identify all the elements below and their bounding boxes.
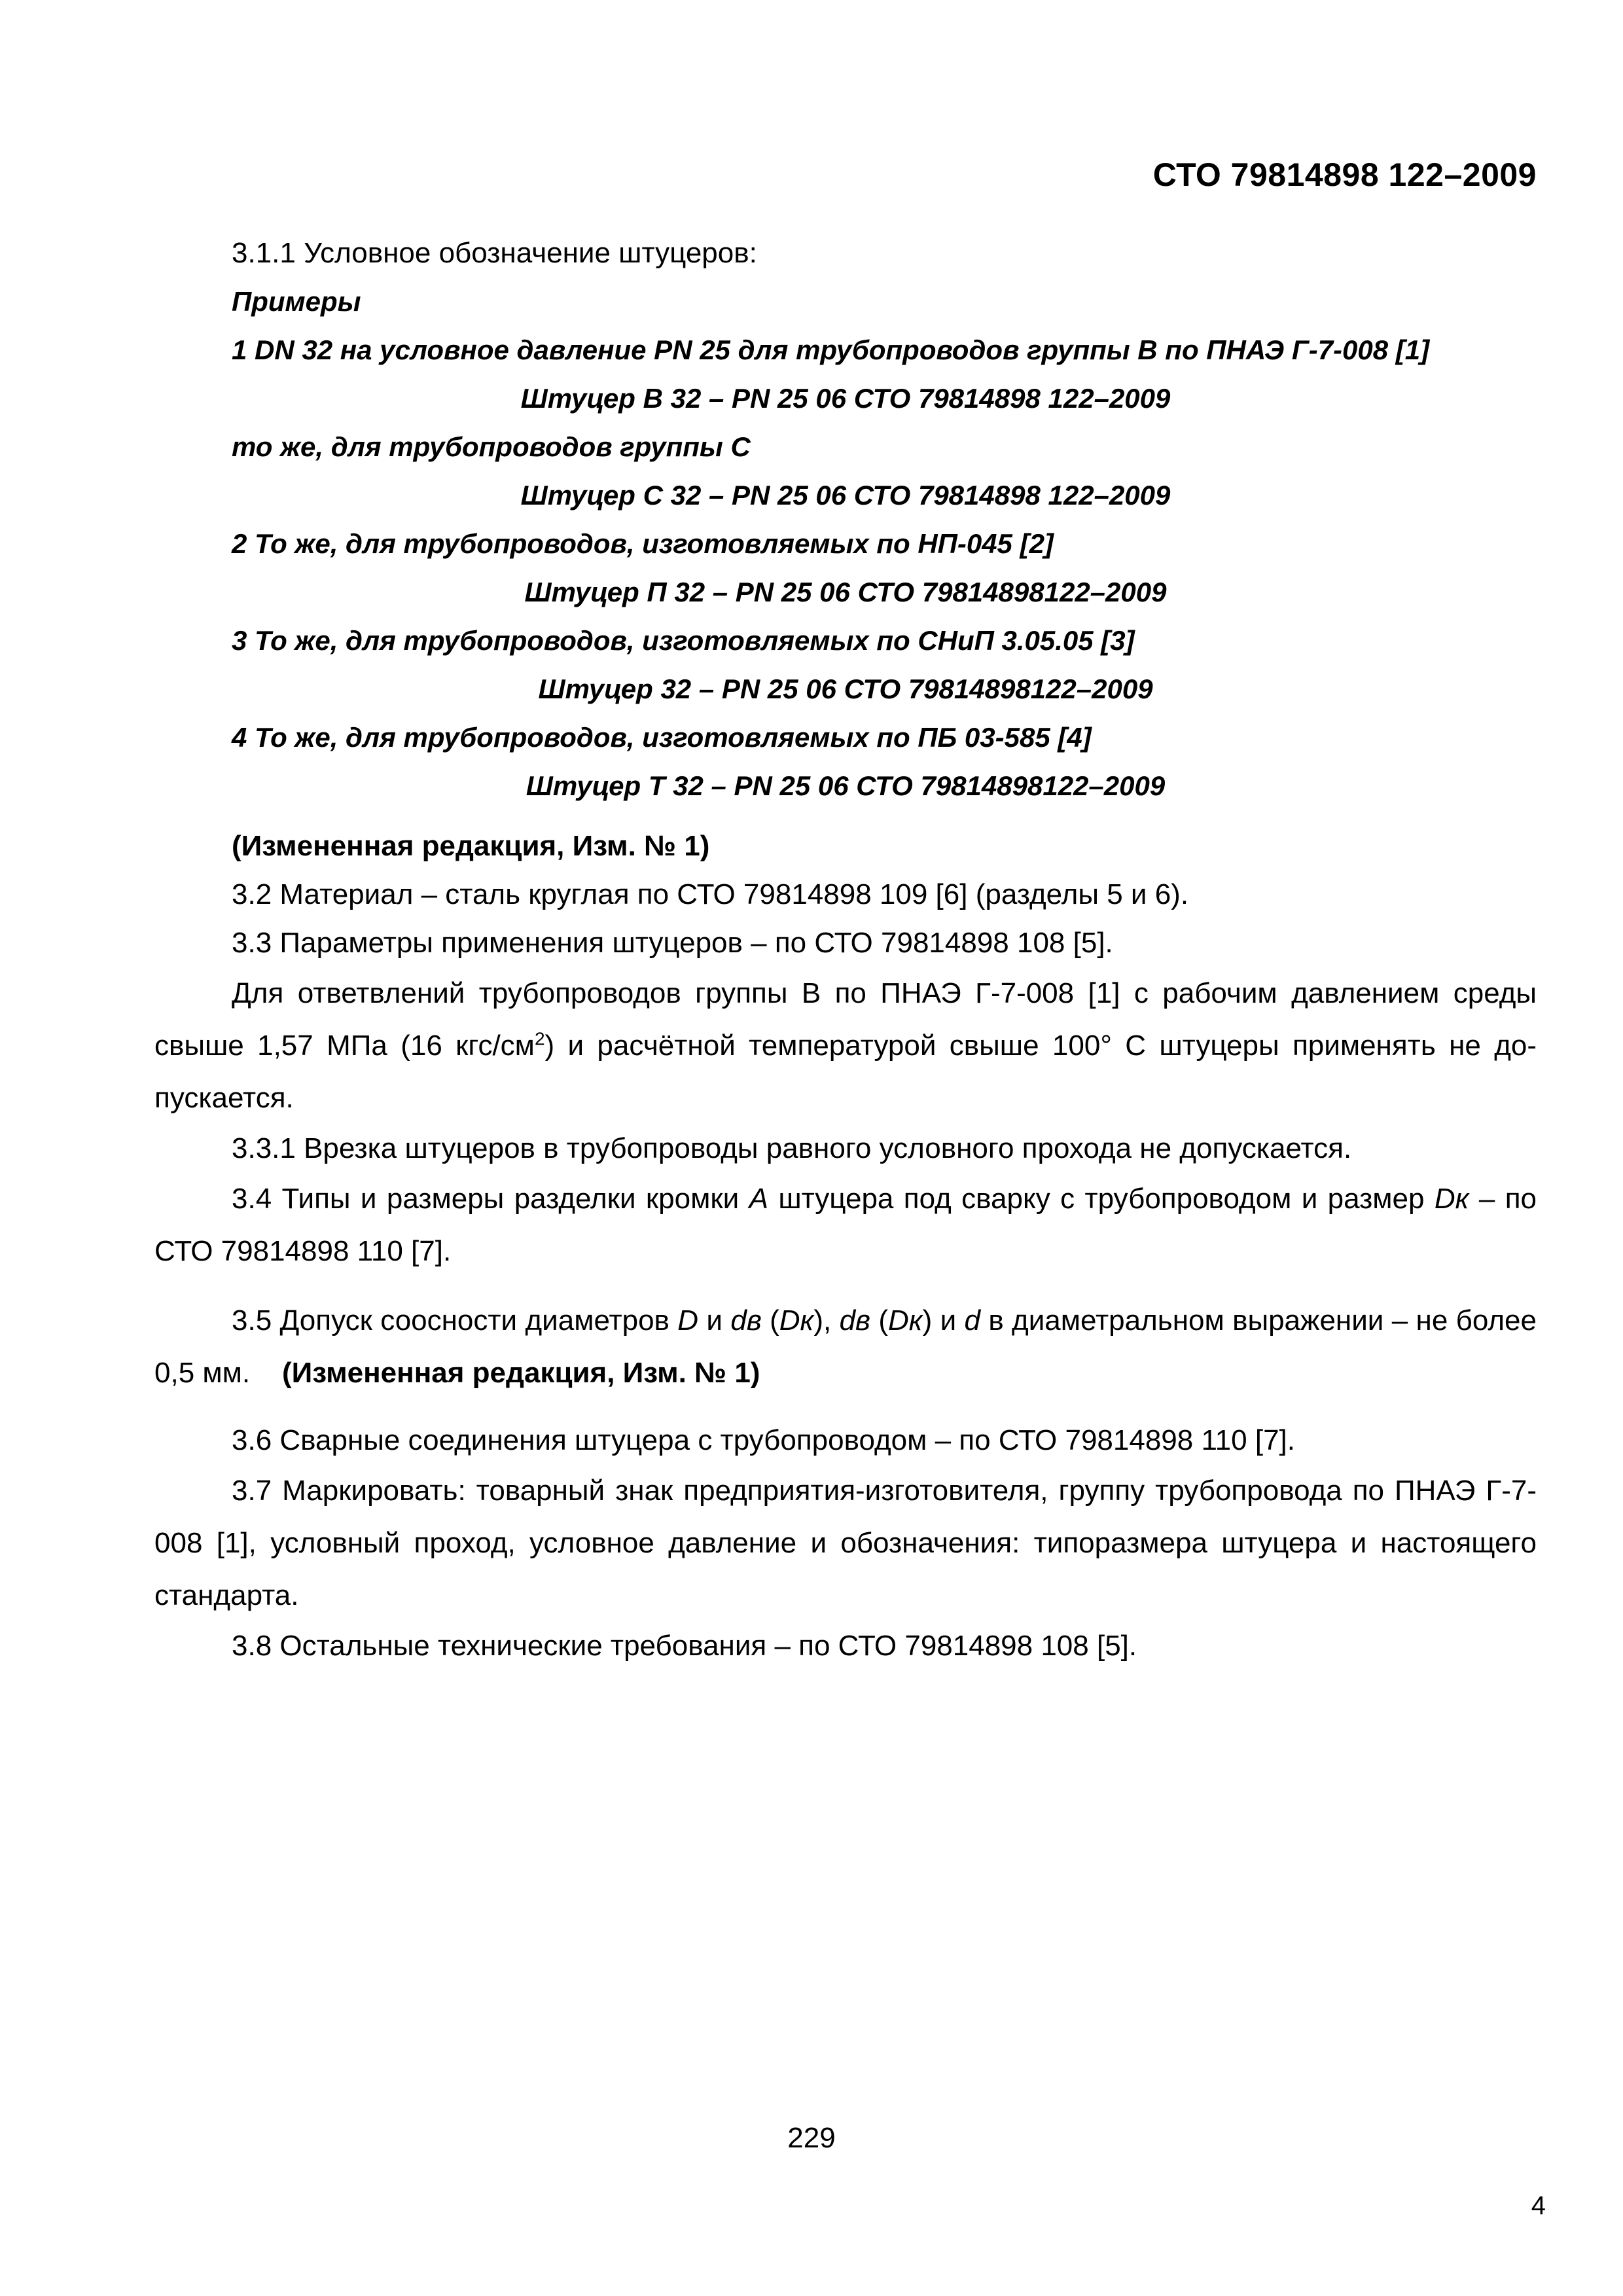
- s34-text-2: штуцера под сварку с трубопроводом и размер: [768, 1183, 1435, 1215]
- sheet-number: 4: [1531, 2191, 1546, 2220]
- section-3-5: [154, 1295, 1537, 1399]
- s35-symbol-dk-1: Dк: [779, 1304, 814, 1336]
- example-2-designation: Штуцер П 32 – PN 25 06 СТО 79814898122–2009: [524, 577, 1167, 607]
- section-3-3: 3.3 Параметры применения штуцеров – по СТО 79814898 108 [5].: [232, 927, 1113, 959]
- s34-text-3: – по СТО 79814898 110 [7].: [154, 1183, 1537, 1267]
- example-4: 4 То же, для трубопроводов, изготовляемых по ПБ 03-585 [4]: [232, 722, 1092, 753]
- page-number: 229: [787, 2122, 836, 2154]
- s35-symbol-dk-2: Dк: [888, 1304, 923, 1336]
- example-3-designation: Штуцер 32 – PN 25 06 СТО 79814898122–2009: [538, 673, 1153, 704]
- example-1b: то же, для трубопроводов группы С: [232, 431, 751, 462]
- section-3-4: [154, 1173, 1537, 1278]
- branch-text-2: ) и расчётной температурой свыше 100° С штуцеры применять не до-пускается.: [154, 1030, 1537, 1114]
- s35-text-7: в диаметральном выражении – не более 0,5 мм.: [154, 1304, 1537, 1389]
- branch-superscript: 2: [534, 1028, 545, 1049]
- s35-text-6: ) и: [922, 1304, 965, 1336]
- document-code-header: СТО 79814898 122–2009: [1152, 156, 1537, 193]
- examples-heading: Примеры: [232, 286, 361, 317]
- s35-text-2: и: [698, 1304, 731, 1336]
- s35-symbol-dv-1: dв: [730, 1304, 762, 1336]
- example-4-designation: Штуцер Т 32 – PN 25 06 СТО 79814898122–2009: [526, 770, 1166, 801]
- s35-text-1: 3.5 Допуск соосности диаметров: [232, 1304, 678, 1336]
- example-1b-designation: Штуцер С 32 – PN 25 06 СТО 79814898 122–2009: [520, 480, 1171, 511]
- section-3-1-1-title: 3.1.1 Условное обозначение штуцеров:: [232, 237, 757, 269]
- s34-symbol-a: А: [749, 1183, 768, 1215]
- document-body: [154, 229, 1537, 1670]
- s35-text-5: (: [870, 1304, 889, 1336]
- s34-symbol-dk: Dк: [1434, 1183, 1469, 1215]
- branch-paragraph: [154, 967, 1537, 1124]
- section-3-2: 3.2 Материал – сталь круглая по СТО 79814898 109 [6] (разделы 5 и 6).: [232, 878, 1189, 910]
- s35-symbol-dv-2: dв: [839, 1304, 871, 1336]
- s35-symbol-d-lower: d: [964, 1304, 980, 1336]
- amendment-note-1: (Измененная редакция, Изм. № 1): [232, 830, 710, 862]
- s35-text-3: (: [761, 1304, 779, 1336]
- s35-symbol-d-upper: D: [677, 1304, 699, 1336]
- s35-text-4: ),: [813, 1304, 840, 1336]
- section-3-8: 3.8 Остальные технические требования – по СТО 79814898 108 [5].: [232, 1630, 1137, 1662]
- amendment-note-2: (Измененная редакция, Изм. № 1): [282, 1357, 760, 1389]
- example-1-designation: Штуцер В 32 – PN 25 06 СТО 79814898 122–2009: [520, 383, 1171, 414]
- branch-text-1: Для ответвлений трубопроводов группы В по ПНАЭ Г-7-008 [1] с рабочим давлением среды свыше 1,57 МПа (16 кгс/см: [154, 977, 1537, 1062]
- section-3-3-1: 3.3.1 Врезка штуцеров в трубопроводы равного условного прохода не допускается.: [232, 1132, 1352, 1164]
- s34-text-1: 3.4 Типы и размеры разделки кромки: [232, 1183, 749, 1215]
- example-3: 3 То же, для трубопроводов, изготовляемых по СНиП 3.05.05 [3]: [232, 625, 1135, 656]
- section-3-6: 3.6 Сварные соединения штуцера с трубопроводом – по СТО 79814898 110 [7].: [232, 1424, 1295, 1456]
- example-1: 1 DN 32 на условное давление PN 25 для трубопроводов группы В по ПНАЭ Г-7-008 [1]: [232, 334, 1430, 365]
- example-2: 2 То же, для трубопроводов, изготовляемых по НП-045 [2]: [232, 528, 1054, 559]
- section-3-7: 3.7 Маркировать: товарный знак предприятия-изготовителя, группу трубопровода по ПНАЭ Г-7-008 [1], условный проход, условное давление и обозначения: типоразмера штуцера и настоящего стандарта.: [154, 1475, 1537, 1611]
